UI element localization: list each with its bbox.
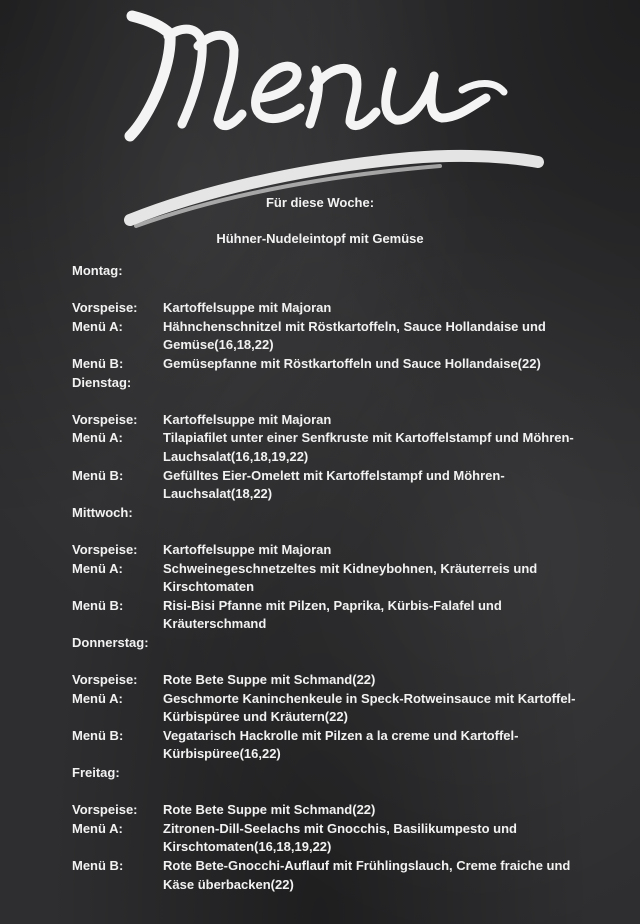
dish-text: Kartoffelsuppe mit Majoran [163,300,332,316]
course-label: Menü B: [72,858,124,873]
dish-text: Risi-Bisi Pfanne mit Pilzen, Paprika, Kürbis-Falafel und Kräuterschmand [163,597,502,632]
day-heading: Donnerstag: [72,634,149,650]
course-label: Menü A: [72,318,123,334]
dish-text: Zitronen-Dill-Seelachs mit Gnocchis, Basilikumpesto und Kirschtomaten(16,18,19,22) [163,820,517,855]
menu-row [72,355,592,374]
dish-text: Gemüsepfanne mit Röstkartoffeln und Sauce Hollandaise(22) [163,355,541,371]
week-label: Für diese Woche: [265,195,375,210]
spacer [72,783,592,802]
spacer [72,392,592,411]
day-section [72,262,592,374]
day-section [72,634,592,764]
menu-row [72,597,592,634]
course-label: Menü A: [72,560,123,576]
course-label: Vorspeise: [72,541,138,557]
course-label: Menü A: [72,820,123,836]
menu-row [72,690,592,727]
dish-text: Schweinegeschnetzeltes mit Kidneybohnen, Kräuterreis und Kirschtomaten [163,560,538,595]
day-section [72,374,592,504]
day-section [72,504,592,634]
menu-row [72,857,592,894]
course-label: Menü A: [72,690,123,706]
dish-text: Hähnchenschnitzel mit Röstkartoffeln, Sauce Hollandaise und Gemüse(16,18,22) [163,318,546,353]
dish-text: Tilapiafilet unter einer Senfkruste mit Kartoffelstampf und Möhren-Lauchsalat(16,18,19,22) [163,430,574,464]
day-heading: Freitag: [72,765,120,781]
dish-text: Gefülltes Eier-Omelett mit Kartoffelstampf und Möhren-Lauchsalat(18,22) [163,467,505,502]
day-heading: Dienstag: [72,374,132,390]
spacer [72,281,592,300]
menu-row [72,801,592,820]
course-label: Menü B: [72,355,124,371]
course-label: Menü B: [72,597,124,613]
menu-row [72,820,592,857]
course-label: Vorspeise: [72,802,138,818]
day-section [72,764,592,894]
menu-row [72,411,592,430]
spacer [72,522,592,541]
menu-row [72,299,592,318]
dish-of-the-week: Hühner-Nudeleintopf mit Gemüse [216,231,424,246]
menu-row [72,318,592,355]
spacer [72,652,592,671]
dish-text: Kartoffelsuppe mit Majoran [163,411,332,427]
dish-text: Rote Bete Suppe mit Schmand(22) [163,802,376,818]
menu-row [72,467,592,504]
course-label: Menü A: [72,430,123,446]
course-label: Vorspeise: [72,300,138,316]
course-label: Vorspeise: [72,672,138,688]
course-label: Menü B: [72,727,124,743]
menu-row [72,541,592,560]
dish-text: Rote Bete Suppe mit Schmand(22) [163,672,376,688]
course-label: Menü B: [72,467,124,483]
course-label: Vorspeise: [72,411,138,427]
menu-row [72,560,592,597]
dish-text: Kartoffelsuppe mit Majoran [163,541,332,557]
weekly-menu [72,262,592,894]
day-heading: Mittwoch: [72,504,133,520]
menu-row [72,429,592,466]
menu-row [72,671,592,690]
dish-text: Vegatarisch Hackrolle mit Pilzen a la creme und Kartoffel-Kürbispüree(16,22) [163,727,519,762]
dish-text: Rote Bete-Gnocchi-Auflauf mit Frühlingslauch, Creme fraiche und Käse überbacken(22) [163,858,571,892]
day-heading: Montag: [72,263,123,278]
dish-text: Geschmorte Kaninchenkeule in Speck-Rotweinsauce mit Kartoffel-Kürbispüree und Kräutern(22) [163,690,576,725]
menu-row [72,727,592,764]
